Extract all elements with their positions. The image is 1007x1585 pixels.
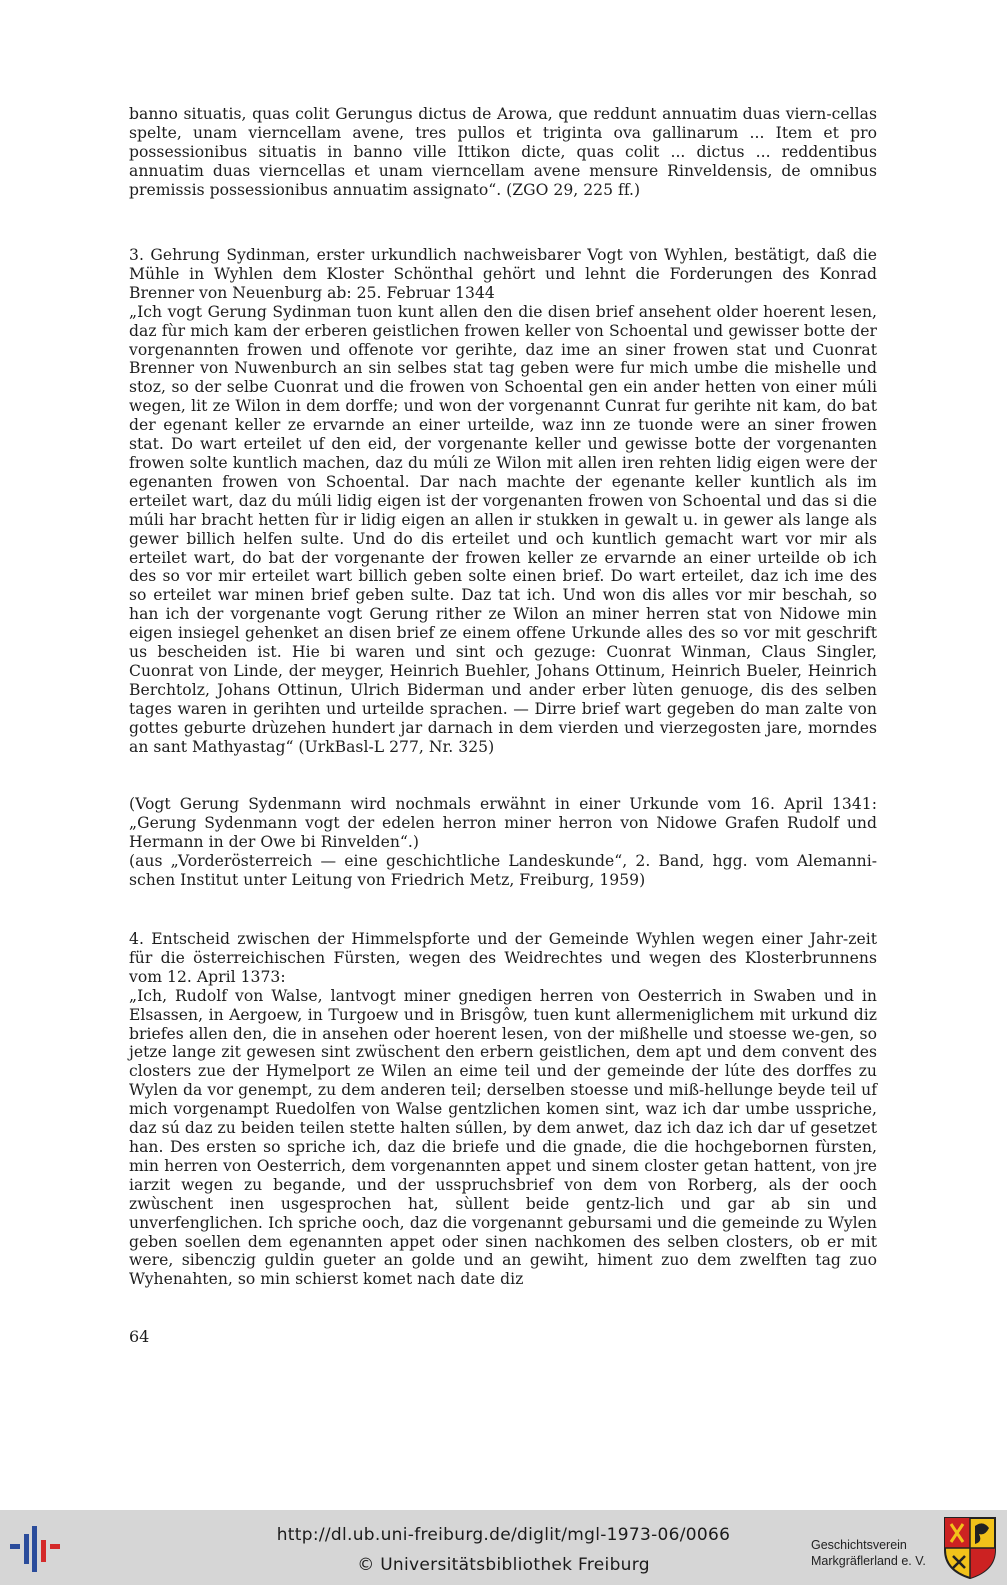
- heraldic-crest-icon: [943, 1516, 997, 1580]
- organization-name: [811, 1537, 926, 1569]
- section-heading: 4. Entscheid zwischen der Himmelspforte und der Gemeinde Wyhlen wegen einer Jahr-zeit für die österreichischen Fürsten, wegen des Weidrechtes und wegen des Klosterbrunnens vom 12. April 1373:: [129, 930, 877, 986]
- paragraph: banno situatis, quas colit Gerungus dictus de Arowa, que reddunt annuatim duas viern-cellas spelte, unam vierncellam avene, tres pullos et triginta ova gallinarum ... Item et pro possessionibus situatis in banno ville Ittikon dicte, quas colit ... dictus ... reddentibus annuatim duas vierncellas et unam vierncellam avene mensure Rinveldensis, de omnibus premissis possessionibus annuatim assignato“. (ZGO 29, 225 ff.): [129, 105, 877, 199]
- paragraph: (Vogt Gerung Sydenmann wird nochmals erwähnt in einer Urkunde vom 16. April 1341: „Gerung Sydenmann vogt der edelen herron miner herron von Nidowe Grafen Rudolf und Hermann in der Owe bi Rinvelden“.): [129, 795, 877, 851]
- text-block-note: [129, 795, 877, 890]
- text-block-document-3: [129, 246, 877, 756]
- text-block-document-4: [129, 930, 877, 1289]
- section-heading: 3. Gehrung Sydinman, erster urkundlich nachweisbarer Vogt von Wyhlen, bestätigt, daß die Mühle in Wyhlen dem Kloster Schönthal gehört und lehnt die Forderungen des Konrad Brenner von Neuenburg ab: 25. Februar 1344: [129, 246, 877, 302]
- paragraph: (aus „Vorderösterreich — eine geschichtliche Landeskunde“, 2. Band, hgg. vom Alemanni-schen Institut unter Leitung von Friedrich Metz, Freiburg, 1959): [129, 851, 877, 889]
- document-url-link[interactable]: http://dl.ub.uni-freiburg.de/diglit/mgl-1973-06/0066: [276, 1525, 731, 1545]
- organization-name-line: Geschichtsverein: [811, 1538, 907, 1552]
- paragraph: „Ich vogt Gerung Sydinman tuon kunt allen den die disen brief ansehent older hoerent lesen, daz fùr mich kam der erberen geistlichen frowen keller von Schoental und gewisser botte der vorgenannten frowen und offenote vor gerihte, daz ime an siner frowen stat und Cuonrat Brenner von Nuwenburch an sin selbes stat tag geben were fur mich umbe die mishelle und stoz, so der selbe Cuonrat und die frowen von Schoental gen ein ander hetten von einer múli wegen, lit ze Wilon in dem dorffe; und won der vorgenannt Cunrat fur gerihte nit kam, do bat der egenant keller ze ervarnde an einer urteilde, waz inn ze tuonde were an siner frowen stat. Do wart erteilet uf den eid, der vorgenante keller und gewisse botte der vorgenanten frowen solte kuntlich machen, daz du múli ze Wilon mit allen iren rehten lidig eigen were der egenanten frowen von Schoental. Dar nach machte der egenante keller kuntlich als im erteilet wart, daz du múli lidig eigen ist der vorgenanten frowen von Schoental und das si die múli har bracht hetten fùr ir lidig eigen an allen ir stukken in gewalt u. in gewer als lange als gewer billich helfen sulte. Und do dis erteilet und och kuntlich gemacht wart vor mir als erteilet wart, do bat der vorgenante der frowen keller ze ervarnde an einer urteilde ob ich des so vor mir erteilet wart billich geben solte einen brief. Do wart erteilet, daz ich ime des so erteilet war minen brief geben sulte. Daz tat ich. Und won dis alles vor mir beschah, so han ich der vorgenante vogt Gerung rither ze Wilon an miner herren stat von Nidowe min eigen insiegel gehenket an disen brief ze einem offene Urkunde alles des so vor mit geschrift us bescheiden ist. Hie bi waren und sint och gezuge: Cuonrat Winman, Claus Singler, Cuonrat von Linde, der meyger, Heinrich Buehler, Johans Ottinum, Heinrich Bueler, Heinrich Berchtolz, Johans Ottinun, Ulrich Biderman und ander erber lùten genuoge, dis des selben tages waren in gerihten und urteilde sprachen. — Dirre brief wart gegeben do man zalte von gottes geburte drùzehen hundert jar darnach in dem vierden und vierzegosten jare, morndes an sant Mathyastag“ (UrkBasl-L 277, Nr. 325): [129, 302, 877, 756]
- page-number: 64: [129, 1327, 150, 1346]
- paragraph: „Ich, Rudolf von Walse, lantvogt miner gnedigen herren von Oesterrich in Swaben und in Elsassen, in Aergoew, in Turgoew und in Brisgôw, tuen kunt allermeniglichem mit urkund diz briefes allen den, die in ansehen oder hoerent lesen, von der mißhelle und stoesse we-gen, so jetze lange zit gewesen sint zwüschent den erbern geistlichen, dem apt und dem convent des closters zue der Hymelport ze Wilen an eime teil und der gemeinde der lúte des dorffes zu Wylen da vor genempt, zu dem anderen teil; derselben stoesse und miß-hellunge beyde teil uf mich vorgenampt Ruedolfen von Walse gentzlichen komen sint, waz ich dar umbe usspriche, daz sú daz zu beiden teilen stette halten súllen, by dem anwet, daz ich daz ich dar uf gesetzet han. Des ersten so spriche ich, daz die briefe und die gnade, die die hochgebornen fùrsten, min herren von Oesterrich, dem vorgenannten appet und sinem closter getan hattent, von jre iarzit wegen zu begande, und der usspruchsbrief von dem von Rorberg, als der ooch zwùschent inen usgesprochen hat, sùllent beide gentz-lich und gar ab sin und unverfenglichen. Ich spriche ooch, daz die vorgenannt gebursami und die gemeinde zu Wylen geben soellen dem egenannten appet oder sinen nachkomen des selben closters, ob er mit were, sibenczig guldin gueter an golde und an gewiht, himent zuo dem zwelften tag zuo Wyhenahten, so min schierst komet nach date diz: [129, 986, 877, 1289]
- copyright-text: © Universitätsbibliothek Freiburg: [357, 1555, 650, 1575]
- organization-name-line: Markgräflerland e. V.: [811, 1554, 926, 1568]
- text-block-continuation: [129, 105, 877, 200]
- viewer-footer: [0, 1510, 1007, 1585]
